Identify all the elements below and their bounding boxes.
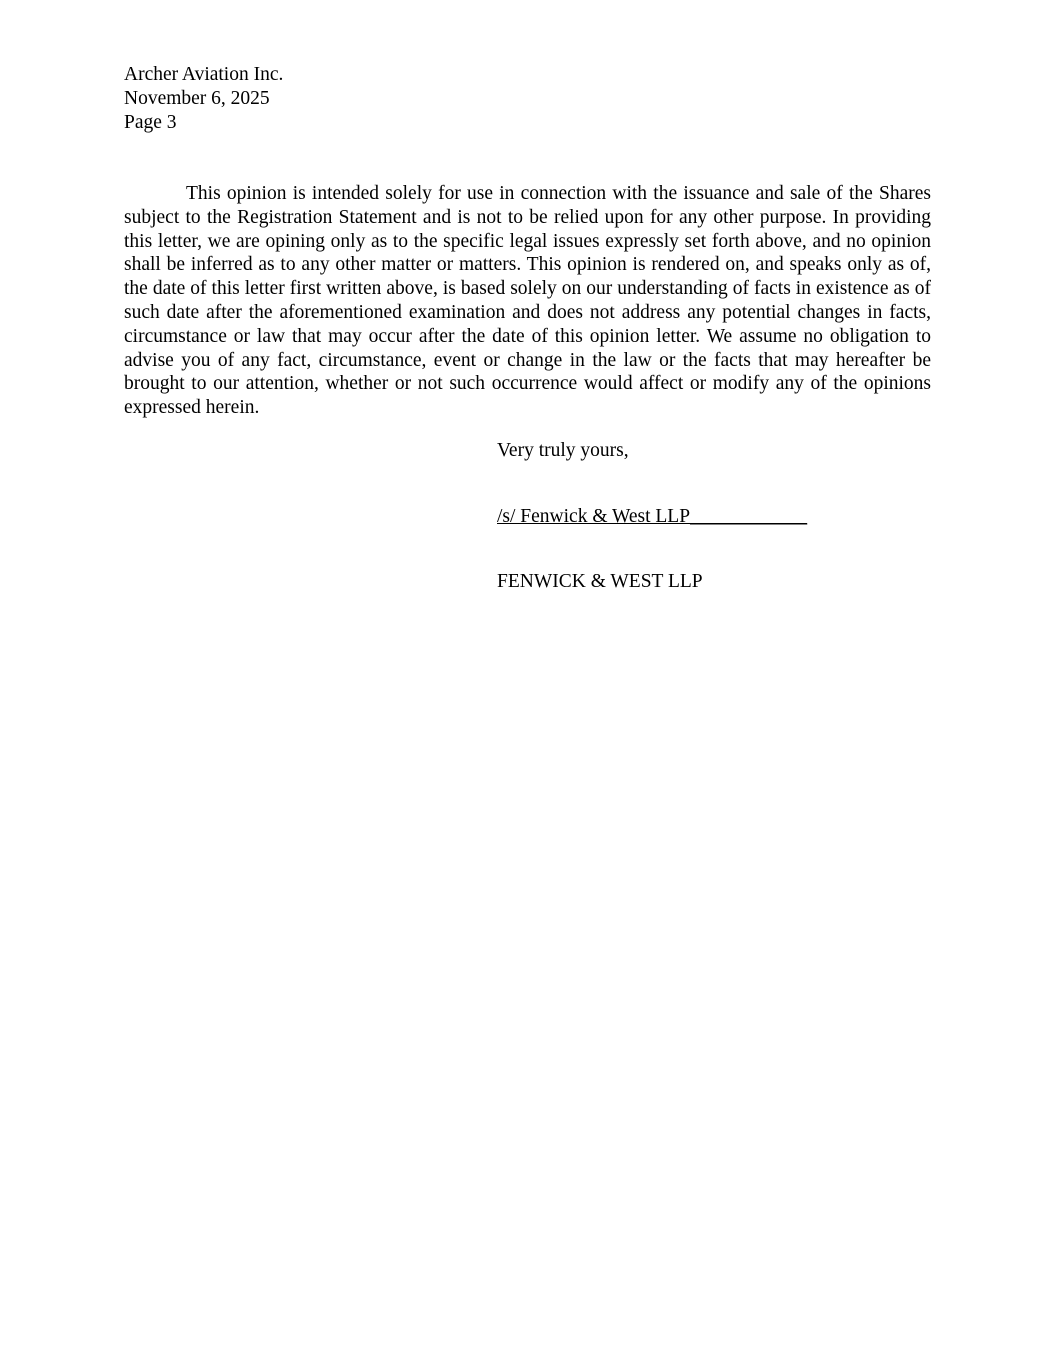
firm-name: FENWICK & WEST LLP bbox=[497, 571, 703, 592]
signature-line: /s/ Fenwick & West LLP____________ bbox=[497, 506, 808, 527]
opinion-paragraph: This opinion is intended solely for use in connection with the issuance and sale of the Shares subject to the Registration Statement and is not to be relied upon for any other purpose. In providing this letter, we are opining only as to the specific legal issues expressly set forth above, and no opinion shall be inferred as to any other matter or matters. This opinion is rendered on, and speaks only as of, the date of this letter first written above, is based solely on our understanding of facts in existence as of such date after the aforementioned examination and does not address any potential changes in facts, circumstance or law that may occur after the date of this opinion letter. We assume no obligation to advise you of any fact, circumstance, event or change in the law or the facts that may hereafter be brought to our attention, whether or not such occurrence would affect or modify any of the opinions expressed herein. bbox=[124, 183, 931, 419]
closing-salutation: Very truly yours, bbox=[497, 440, 629, 461]
page-header bbox=[124, 63, 283, 135]
page-number: Page 3 bbox=[124, 112, 177, 133]
letter-date: November 6, 2025 bbox=[124, 88, 270, 109]
addressee-company: Archer Aviation Inc. bbox=[124, 64, 284, 85]
